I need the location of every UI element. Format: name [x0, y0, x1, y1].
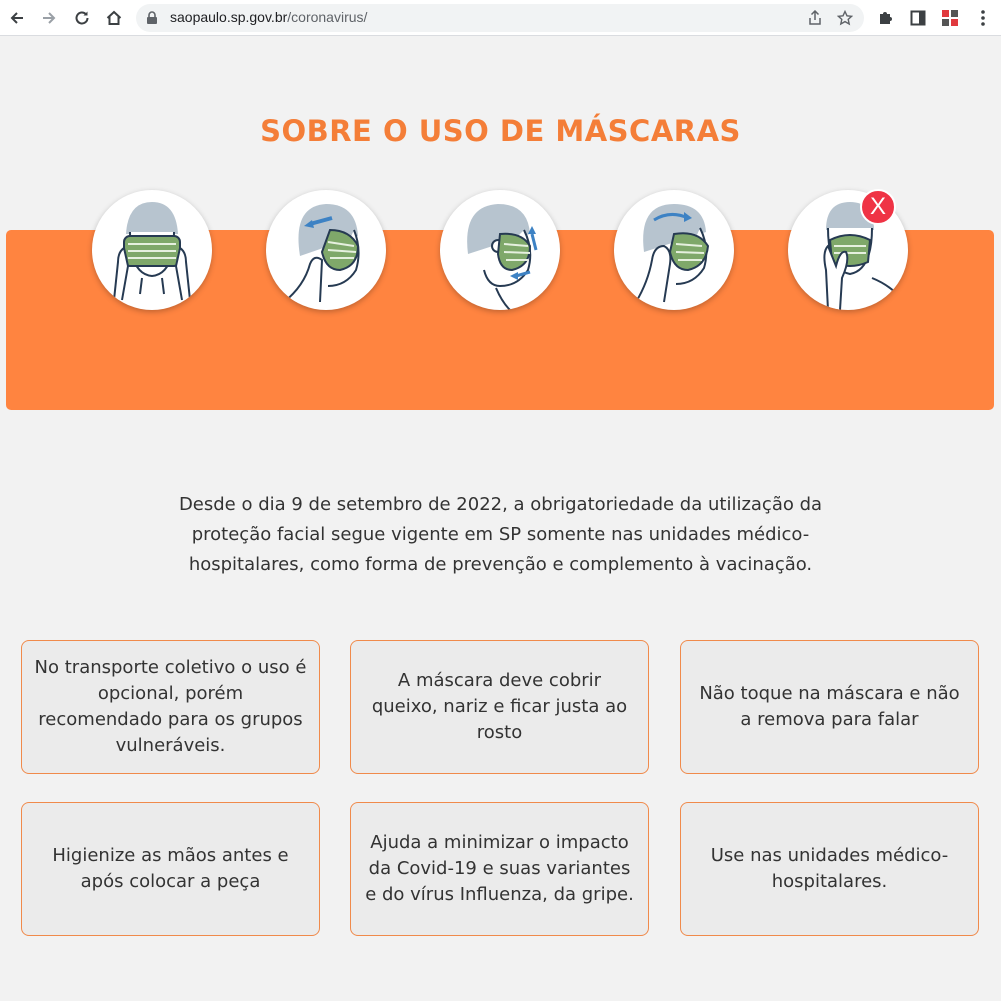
bookmark-button[interactable] — [836, 9, 854, 27]
info-card: Não toque na máscara e não a remova para falar — [680, 640, 979, 774]
forward-button[interactable] — [37, 6, 61, 30]
extension-button[interactable] — [939, 7, 961, 29]
browser-toolbar — [0, 0, 1001, 36]
mask-side-left-icon — [266, 190, 386, 310]
mask-front-icon — [92, 190, 212, 310]
browser-menu-button[interactable] — [972, 7, 994, 29]
extension-icon — [941, 9, 959, 27]
address-bar[interactable] — [136, 4, 864, 32]
section-title: SOBRE O USO DE MÁSCARAS — [260, 114, 741, 148]
back-button[interactable] — [5, 6, 29, 30]
url-host: saopaulo.sp.gov.br — [170, 9, 288, 25]
sidepanel-icon — [910, 10, 926, 26]
step-mask-side — [266, 190, 386, 310]
lock-icon[interactable] — [146, 11, 158, 25]
step-mask-front — [92, 190, 212, 310]
reload-icon — [73, 9, 91, 27]
share-button[interactable] — [806, 9, 824, 27]
puzzle-icon — [877, 9, 895, 27]
home-button[interactable] — [102, 6, 126, 30]
prohibited-badge-icon: X — [860, 189, 896, 225]
url-text[interactable] — [170, 9, 367, 25]
info-card: Ajuda a minimizar o impacto da Covid-19 e suas variantes e do vírus Influenza, da gripe. — [350, 802, 649, 936]
star-icon — [837, 10, 853, 26]
info-card: Use nas unidades médico-hospitalares. — [680, 802, 979, 936]
reload-button[interactable] — [70, 6, 94, 30]
info-card: Higienize as mãos antes e após colocar a peça — [21, 802, 320, 936]
side-panel-button[interactable] — [907, 7, 929, 29]
share-icon — [808, 10, 822, 26]
forward-icon — [40, 9, 58, 27]
mask-nose-adjust-icon — [614, 190, 734, 310]
back-icon — [8, 9, 26, 27]
info-card: No transporte coletivo o uso é opcional, porém recomendado para os grupos vulneráveis. — [21, 640, 320, 774]
extensions-button[interactable] — [875, 7, 897, 29]
mask-side-adjust-icon — [440, 190, 560, 310]
intro-text: Desde o dia 9 de setembro de 2022, a obrigatoriedade da utilização da proteção facial segue vigente em SP somente nas unidades médico-hospitalares, como forma de prevenção e complemento à vacinação. — [178, 494, 823, 575]
step-mask-nose — [614, 190, 734, 310]
info-card: A máscara deve cobrir queixo, nariz e ficar justa ao rosto — [350, 640, 649, 774]
url-path: /coronavirus/ — [287, 9, 368, 25]
step-mask-adjust — [440, 190, 560, 310]
home-icon — [105, 9, 123, 27]
menu-icon — [980, 9, 986, 27]
